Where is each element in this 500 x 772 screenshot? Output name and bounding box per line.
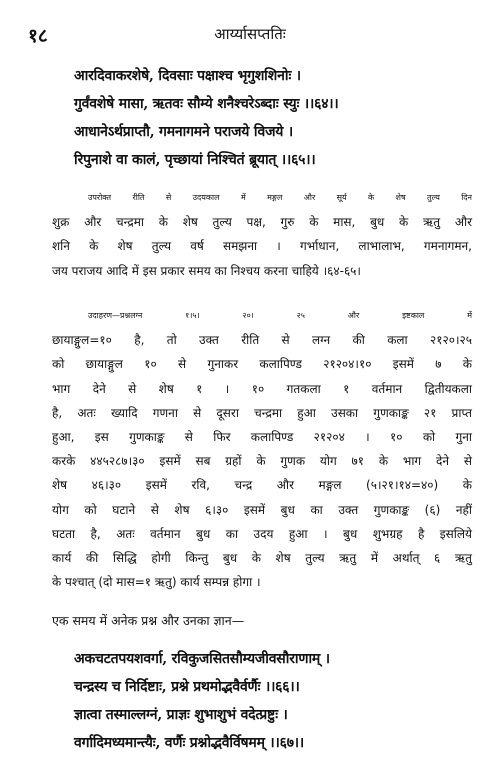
example-line: शेष ४६।३० इसमें रवि, चन्द्र और मङ्गल (५।२१।१४=४०) के (52, 478, 472, 493)
example-line: उदाहरण—प्रश्नलग्न १।५। २०। २५ और इष्टकाल में (88, 311, 472, 320)
verse-line: आरदिवाकरशेषे, दिवसाः पक्षाश्च भृगुशशिनोः । (74, 68, 301, 84)
page-number: १८ (28, 25, 48, 47)
commentary-line: शुक्र और चन्द्रमा के शेष तुल्य पक्ष, गुरु के मास, बुध के ऋतु और (52, 215, 472, 230)
running-title: आर्य्यासप्ततिः (214, 25, 286, 43)
commentary-line: उपरोक्त रीति से उदयकाल में मङ्गल और सूर्य के शेष तुल्य दिन (88, 193, 472, 202)
verse-66-67 (74, 645, 454, 757)
example-line: के पश्चात् (दो मास=१ ऋतु) कार्य सम्पन्न होगा । (52, 575, 261, 590)
example-line: को छायाङ्गुल १० से गुनाकर कलापिण्ड २१२०४।१० इसमें ७ के (52, 357, 472, 372)
verse-line: आधानेऽर्थप्राप्तौ, गमनागमने पराजये विजये । (74, 124, 293, 140)
example-line: भाग देने से शेष १ । १० गतकला १ वर्तमान द्वितीयकला (52, 381, 472, 396)
verse-64-65 (74, 62, 454, 174)
example-line: योग को घटाने से शेष ६।३० इसमें बुध का उक्त गुणकाङ्क (६) नहीं (52, 502, 472, 517)
commentary-line: शनि के शेष तुल्य वर्ष समझना । गर्भाधान, लाभालाभ, गमनागमन, (52, 239, 472, 254)
verse-line: अकचटतपयशवर्गा, रविकुजसितसौम्यजीवसौराणाम् । (74, 651, 330, 667)
example-line: कार्य की सिद्धि होगी किन्तु बुध के शेष तुल्य ऋतु में अर्थात् ६ ऋतु (52, 551, 472, 566)
page-header (28, 22, 472, 52)
commentary-line: जय पराजय आदि में इस प्रकार समय का निश्चय करना चाहिये ।६४-६५। (52, 263, 361, 278)
example-paragraph (52, 304, 472, 594)
example-line: है, अतः ख्यादि गणना से दूसरा चन्द्रमा हुआ उसका गुणकाङ्क २१ प्राप्त (52, 405, 472, 420)
verse-line: वर्गादिमध्यमान्त्यैः, वर्णैः प्रश्नोद्भवैर्विषमम् ।।६७।। (74, 735, 305, 751)
verse-line: ज्ञात्वा तस्माल्लग्नं, प्राज्ञः शुभाशुभं वदेत्प्रष्टुः । (74, 707, 288, 723)
example-line: छायाङ्गुल=१० है, तो उक्त रीति से लग्न की कला २१२०।२५ (52, 333, 472, 348)
verse-line: रिपुनाशे वा कालं, पृच्छायां निश्चितं ब्रूयात् ।।६५।। (74, 152, 316, 168)
section-heading: एक समय में अनेक प्रश्न और उनका ज्ञान— (52, 613, 245, 628)
commentary-paragraph (52, 186, 472, 283)
example-line: हुआ, इस गुणकाङ्क से फिर कलापिण्ड २१२०४ । १० को गुना (52, 430, 472, 445)
verse-line: गुर्वंवशेषे मासा, ऋतवः सौम्ये शनैश्चरेऽब्दाः स्युः ।।६४।। (74, 96, 339, 112)
example-line: करके ४४५२८७।३० इसमें सब ग्रहों के गुणक योग ७१ के भाग देने से (52, 454, 472, 469)
example-line: घटता है, अतः वर्तमान बुध का उदय हुआ । बुध शुभग्रह है इसलिये (52, 526, 472, 541)
verse-line: चन्द्रस्य च निर्दिष्टाः, प्रश्ने प्रथमोद्भवैर्वर्णैः ।।६६।। (74, 679, 300, 695)
